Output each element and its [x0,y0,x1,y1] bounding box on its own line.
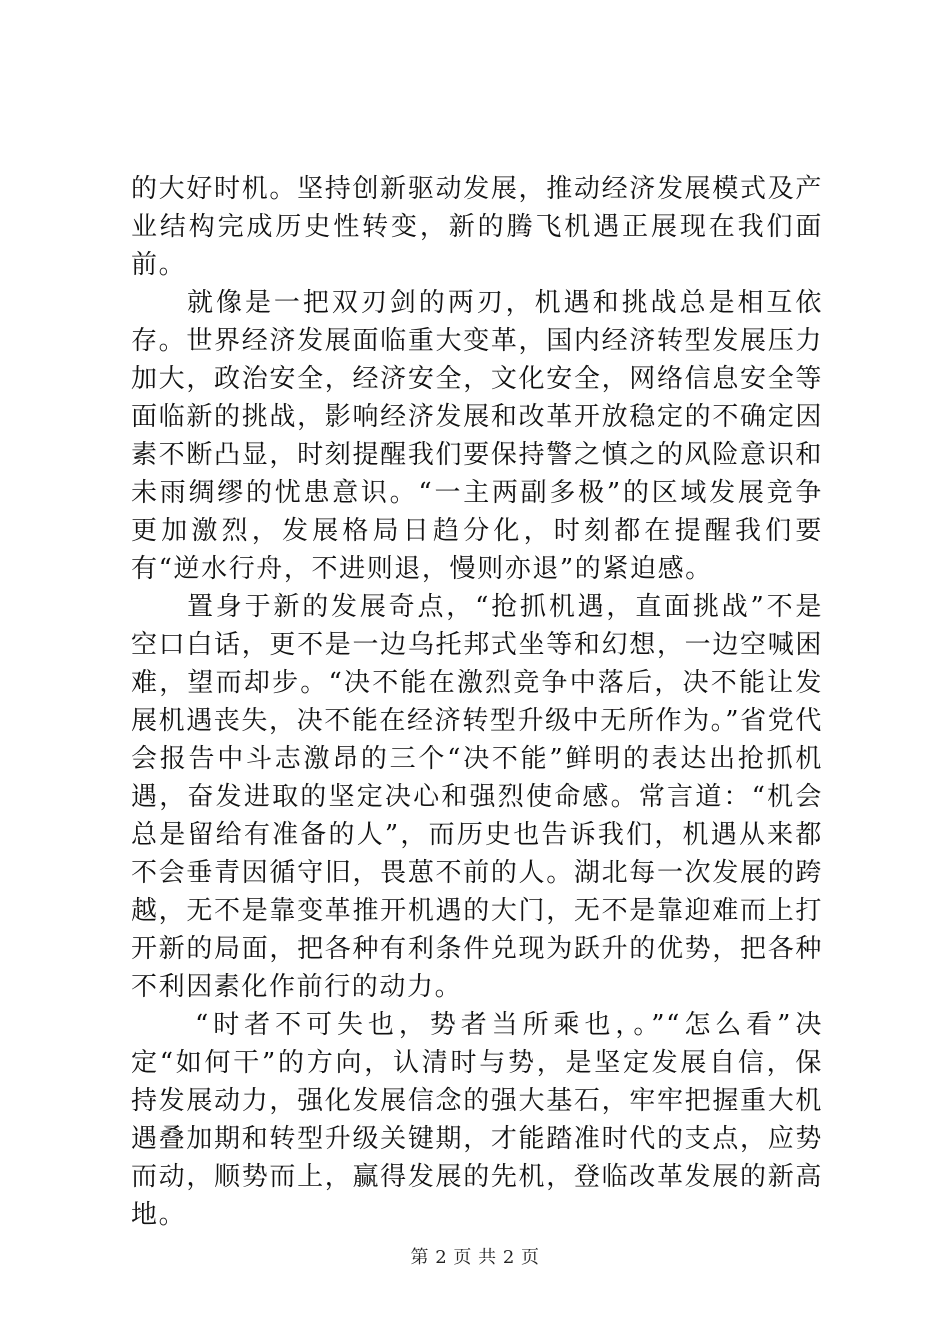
document-body [131,170,823,1234]
paragraph-opportunity-challenge: 就像是一把双刃剑的两刃，机遇和挑战总是相互依存。世界经济发展面临重大变革，国内经济转型发展压力加大，政治安全，经济安全，文化安全，网络信息安全等面临新的挑战，影响经济发展和改革开放稳定的不确定因素不断凸显，时刻提醒我们要保持警之慎之的风险意识和未雨绸缪的忧患意识。“一主两副多极”的区域发展竞争更加激烈，发展格局日趋分化，时刻都在提醒我们要有“逆水行舟，不进则退，慢则亦退”的紧迫感。 [131,288,823,584]
page-number-footer: 第 2 页 共 2 页 [410,1247,540,1268]
paragraph-continuation: 的大好时机。坚持创新驱动发展，推动经济发展模式及产业结构完成历史性转变，新的腾飞机遇正展现在我们面前。 [131,174,823,280]
paragraph-seize-opportunity: 置身于新的发展奇点，“抢抓机遇，直面挑战”不是空口白话，更不是一边乌托邦式坐等和幻想，一边空喊困难，望而却步。“决不能在激烈竞争中落后，决不能让发展机遇丧失，决不能在经济转型升级中无所作为。”省党代会报告中斗志激昂的三个“决不能”鲜明的表达出抢抓机遇，奋发进取的坚定决心和强烈使命感。常言道：“机会总是留给有准备的人”，而历史也告诉我们，机遇从来都不会垂青因循守旧，畏葸不前的人。湖北每一次发展的跨越，无不是靠变革推开机遇的大门，无不是靠迎难而上打开新的局面，把各种有利条件兑现为跃升的优势，把各种不利因素化作前行的动力。 [131,592,823,1002]
paragraph-time-and-trend: “时者不可失也，势者当所乘也，。”“怎么看”决定“如何干”的方向，认清时与势，是坚定发展自信，保持发展动力，强化发展信念的强大基石，牢牢把握重大机遇叠加期和转型升级关键期，才能踏准时代的支点，应势而动，顺势而上，赢得发展的先机，登临改革发展的新高地。 [131,1010,823,1230]
